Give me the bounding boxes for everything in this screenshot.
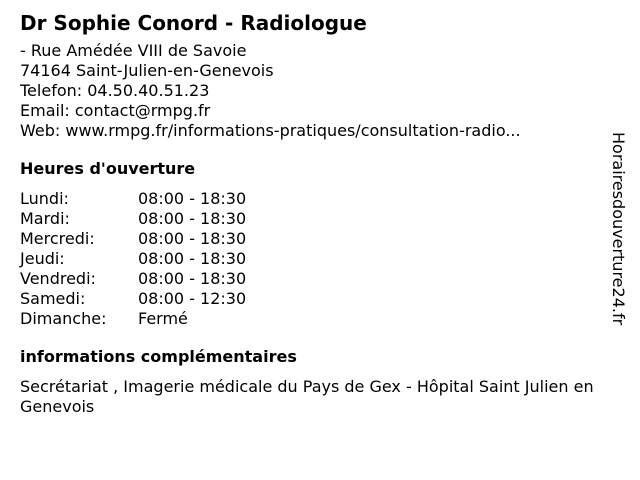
email-address: Email: contact@rmpg.fr: [20, 101, 211, 120]
website-url: Web: www.rmpg.fr/informations-pratiques/consultation-radio...: [20, 121, 521, 140]
hours-day: Mercredi:: [20, 229, 95, 248]
hours-day: Mardi:: [20, 209, 70, 228]
hours-day: Samedi:: [20, 289, 86, 308]
hours-time: Fermé: [138, 309, 188, 328]
contact-block: [20, 41, 600, 141]
hours-day: Vendredi:: [20, 269, 96, 288]
hours-time: 08:00 - 18:30: [138, 249, 247, 268]
hours-time: 08:00 - 12:30: [138, 289, 247, 308]
hours-time: 08:00 - 18:30: [138, 269, 247, 288]
street-address: - Rue Amédée VIII de Savoie: [20, 41, 247, 60]
hours-section-title: Heures d'ouverture: [20, 159, 196, 178]
phone-number: Telefon: 04.50.40.51.23: [20, 81, 210, 100]
hours-day: Lundi:: [20, 189, 69, 208]
page-title: Dr Sophie Conord - Radiologue: [20, 11, 367, 35]
hours-time: 08:00 - 18:30: [138, 229, 247, 248]
opening-hours-table: [20, 189, 600, 329]
site-watermark: Horairesdouverture24.fr: [609, 132, 628, 326]
hours-day: Dimanche:: [20, 309, 107, 328]
business-card: [20, 10, 600, 417]
hours-time: 08:00 - 18:30: [138, 209, 247, 228]
city-address: 74164 Saint-Julien-en-Genevois: [20, 61, 274, 80]
info-section-title: informations complémentaires: [20, 347, 297, 366]
hours-day: Jeudi:: [20, 249, 65, 268]
hours-time: 08:00 - 18:30: [138, 189, 247, 208]
info-description: Secrétariat , Imagerie médicale du Pays de Gex - Hôpital Saint Julien en Genevois: [20, 377, 594, 416]
